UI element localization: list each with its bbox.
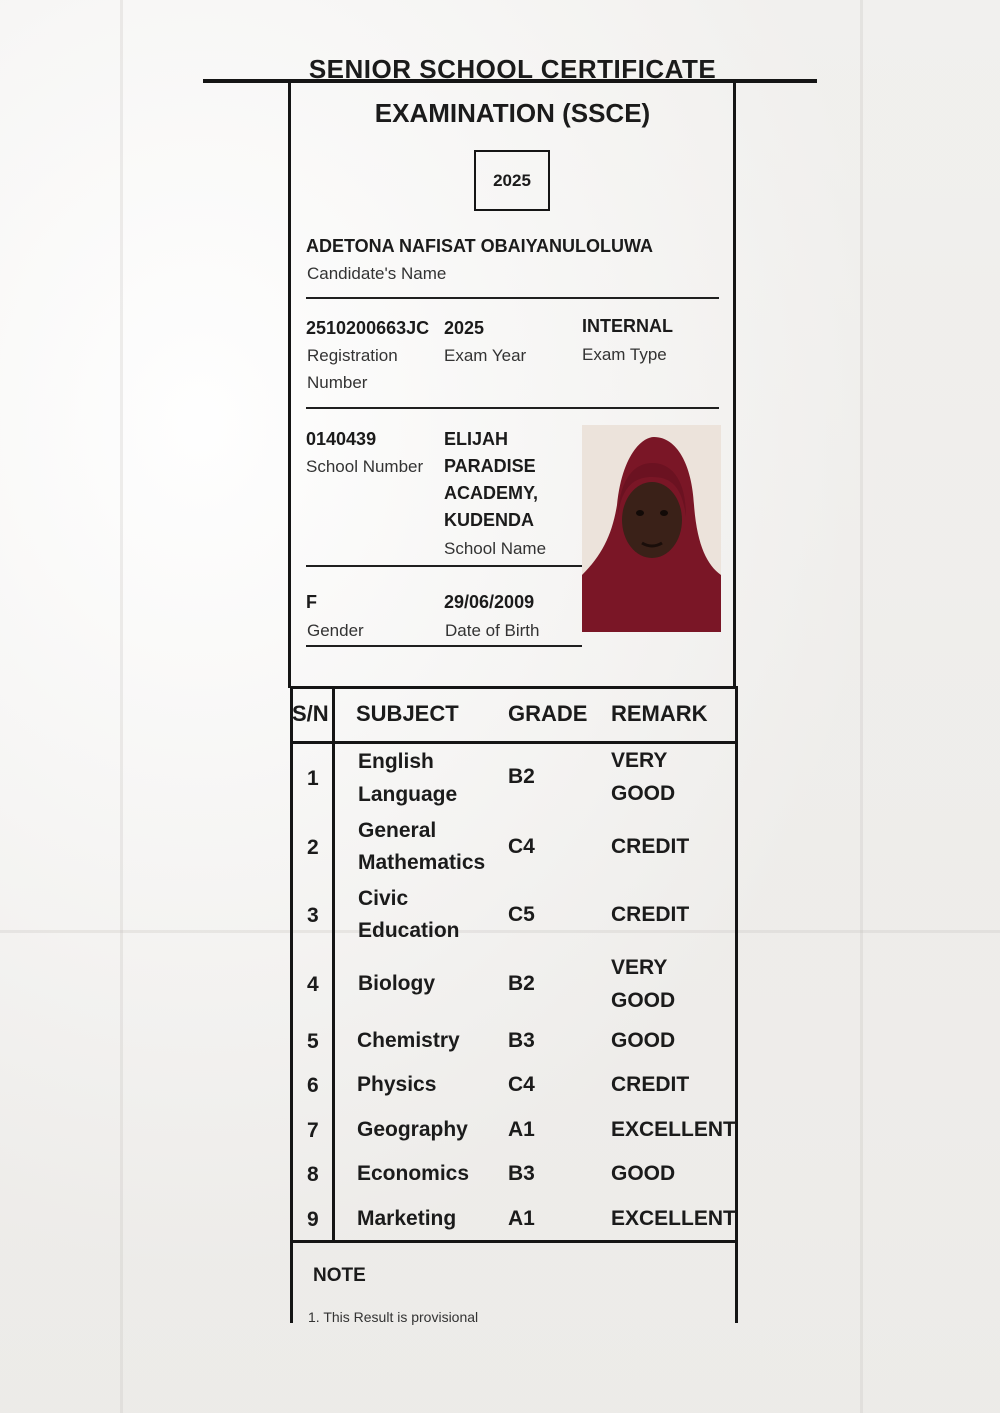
heading-line-1: SENIOR SCHOOL CERTIFICATE	[308, 54, 717, 84]
table-header-sn: S/N	[292, 701, 329, 726]
candidate-name-label: Candidate's Name	[307, 264, 447, 283]
row-sn: 8	[307, 1163, 319, 1186]
table-top-border	[291, 686, 738, 689]
table-sn-divider	[332, 686, 335, 1243]
row-sn: 5	[307, 1030, 319, 1053]
divider	[306, 297, 719, 299]
divider	[306, 565, 582, 567]
school-name-line: ELIJAH	[444, 429, 509, 449]
row-grade: A1	[508, 1207, 535, 1230]
registration-number-label-2: Number	[307, 373, 368, 392]
table-bottom-border	[291, 1240, 738, 1243]
row-subject: Geography	[357, 1118, 468, 1141]
paper-crease	[860, 0, 863, 1413]
row-sn: 3	[307, 904, 319, 927]
row-remark: GOOD	[611, 782, 676, 805]
row-subject: Physics	[357, 1073, 437, 1096]
row-subject: Education	[358, 919, 460, 942]
exam-type: INTERNAL	[582, 316, 673, 336]
gender-value: F	[306, 592, 317, 612]
note-item: 1. This Result is provisional	[308, 1309, 479, 1325]
row-remark: EXCELLENT	[611, 1118, 736, 1141]
divider	[306, 645, 582, 647]
registration-number-label-1: Registration	[307, 346, 398, 365]
note-title: NOTE	[313, 1265, 366, 1286]
table-header-subject: SUBJECT	[356, 701, 459, 726]
row-sn: 7	[307, 1119, 319, 1142]
row-subject: Economics	[357, 1162, 470, 1185]
date-of-birth-label: Date of Birth	[445, 621, 540, 640]
row-remark: CREDIT	[611, 835, 690, 858]
table-header-border	[291, 741, 738, 744]
row-subject: Marketing	[357, 1207, 457, 1230]
date-of-birth: 29/06/2009	[444, 592, 535, 612]
exam-year-label: Exam Year	[444, 346, 527, 365]
row-sn: 4	[307, 973, 319, 996]
row-subject: Biology	[358, 972, 435, 995]
exam-year: 2025	[444, 318, 485, 338]
table-header-remark: REMARK	[611, 701, 708, 726]
row-grade: B2	[508, 972, 535, 995]
row-subject: Civic	[358, 887, 409, 910]
row-grade: B3	[508, 1162, 535, 1185]
row-sn: 1	[307, 767, 319, 790]
exam-type-label: Exam Type	[582, 345, 667, 364]
row-remark: GOOD	[611, 1029, 676, 1052]
registration-number: 2510200663JC	[306, 318, 430, 338]
row-remark: VERY	[611, 956, 668, 979]
border-right	[733, 83, 736, 688]
gender-label: Gender	[307, 621, 364, 640]
school-name-line: ACADEMY,	[444, 483, 539, 503]
row-remark: CREDIT	[611, 1073, 690, 1096]
row-grade: B2	[508, 765, 535, 788]
row-remark: CREDIT	[611, 903, 690, 926]
row-grade: B3	[508, 1029, 535, 1052]
row-sn: 9	[307, 1208, 319, 1231]
row-sn: 6	[307, 1074, 319, 1097]
row-subject: English	[358, 750, 434, 773]
row-remark: VERY	[611, 749, 668, 772]
row-remark: GOOD	[611, 1162, 676, 1185]
row-grade: C4	[508, 835, 535, 858]
page-title: EXAMINATION (SSCE)	[374, 98, 651, 128]
candidate-photo	[582, 425, 721, 632]
table-left-border	[290, 686, 293, 1323]
row-subject: Mathematics	[358, 851, 486, 874]
row-subject: Chemistry	[357, 1029, 460, 1052]
paper-crease	[120, 0, 123, 1413]
candidate-name: ADETONA NAFISAT OBAIYANULOLUWA	[306, 236, 654, 256]
row-grade: C4	[508, 1073, 535, 1096]
school-name-line: KUDENDA	[444, 510, 534, 530]
table-header-grade: GRADE	[508, 701, 588, 726]
paper-crease	[0, 930, 1000, 933]
school-name-label: School Name	[444, 539, 547, 558]
row-sn: 2	[307, 836, 319, 859]
row-remark: GOOD	[611, 989, 676, 1012]
school-name-line: PARADISE	[444, 456, 536, 476]
school-number: 0140439	[306, 429, 377, 449]
row-subject: Language	[358, 783, 458, 806]
row-subject: General	[358, 819, 437, 842]
row-remark: EXCELLENT	[611, 1207, 736, 1230]
year-box: 2025	[474, 150, 550, 211]
school-number-label: School Number	[306, 457, 424, 476]
row-grade: C5	[508, 903, 535, 926]
border-left	[288, 83, 291, 688]
divider	[306, 407, 719, 409]
row-grade: A1	[508, 1118, 535, 1141]
